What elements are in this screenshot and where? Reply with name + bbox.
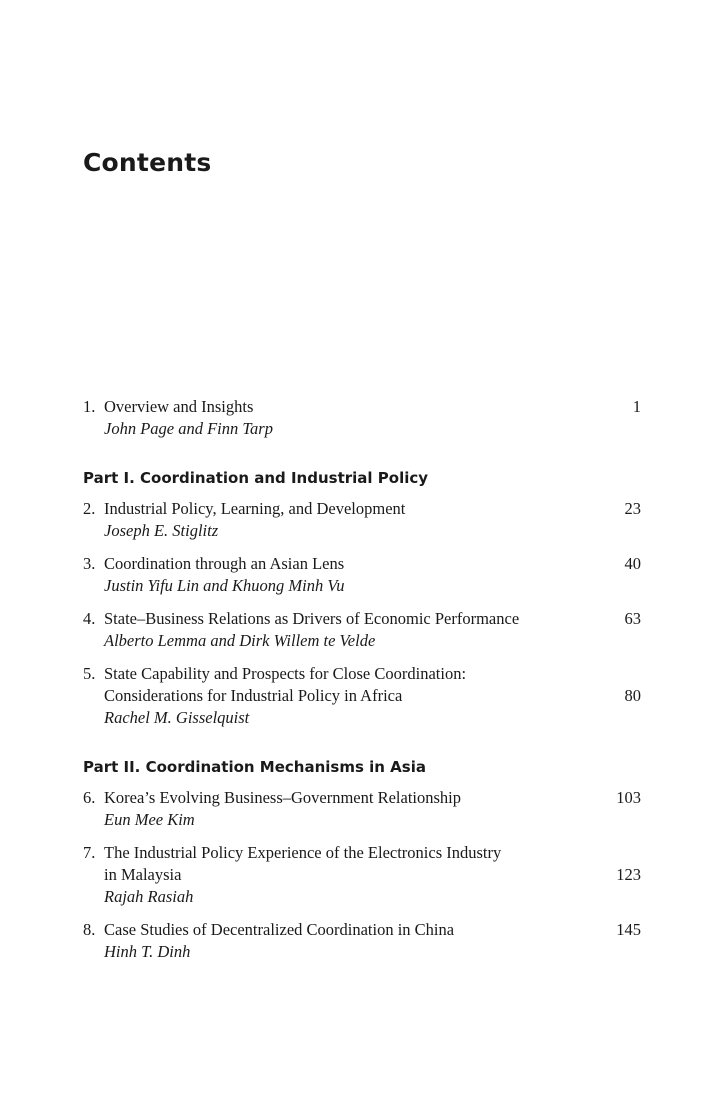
chapter-title-line-1: State Capability and Prospects for Close Coordination:	[104, 664, 467, 683]
chapter-number: 5.	[83, 664, 96, 683]
toc-entry-6	[83, 787, 643, 831]
chapter-authors: Hinh T. Dinh	[104, 942, 191, 961]
chapter-title-line-1: The Industrial Policy Experience of the Electronics Industry	[104, 843, 502, 862]
chapter-number: 6.	[83, 788, 96, 807]
chapter-title: Korea’s Evolving Business–Government Relationship	[104, 788, 461, 807]
page-number: 123	[616, 865, 641, 884]
chapter-number: 4.	[83, 609, 96, 628]
page-number: 63	[624, 609, 641, 628]
chapter-authors: Joseph E. Stiglitz	[104, 521, 219, 540]
page-title: Contents	[83, 148, 212, 177]
chapter-title: State–Business Relations as Drivers of Economic Performance	[104, 609, 520, 628]
chapter-title: Coordination through an Asian Lens	[104, 554, 345, 573]
toc-entry-8	[83, 919, 643, 963]
toc-entry-3	[83, 553, 643, 597]
chapter-authors: Alberto Lemma and Dirk Willem te Velde	[104, 631, 376, 650]
part-heading-2: Part II. Coordination Mechanisms in Asia	[83, 758, 426, 776]
chapter-title-line-2: in Malaysia	[104, 865, 182, 884]
chapter-title: Case Studies of Decentralized Coordination in China	[104, 920, 455, 939]
page-number: 40	[624, 554, 641, 573]
toc-entry-7	[83, 842, 643, 908]
part-heading-1: Part I. Coordination and Industrial Policy	[83, 469, 429, 487]
table-of-contents	[83, 396, 643, 974]
page-number: 103	[616, 788, 641, 807]
chapter-title: Industrial Policy, Learning, and Development	[104, 499, 406, 518]
chapter-number: 2.	[83, 499, 96, 518]
chapter-authors: Justin Yifu Lin and Khuong Minh Vu	[104, 576, 345, 595]
page-number: 23	[624, 499, 641, 518]
toc-entry-2	[83, 498, 643, 542]
toc-entry-5	[83, 663, 643, 729]
chapter-number: 1.	[83, 397, 96, 416]
chapter-number: 3.	[83, 554, 96, 573]
chapter-authors: John Page and Finn Tarp	[104, 419, 273, 438]
toc-entry-4	[83, 608, 643, 652]
chapter-authors: Rajah Rasiah	[104, 887, 194, 906]
chapter-number: 8.	[83, 920, 96, 939]
page-number: 1	[632, 397, 641, 416]
page-number: 80	[624, 686, 641, 705]
page-number: 145	[616, 920, 641, 939]
chapter-number: 7.	[83, 843, 96, 862]
chapter-title: Overview and Insights	[104, 397, 254, 416]
toc-entry-1	[83, 396, 643, 440]
chapter-authors: Eun Mee Kim	[104, 810, 195, 829]
chapter-title-line-2: Considerations for Industrial Policy in Africa	[104, 686, 403, 705]
chapter-authors: Rachel M. Gisselquist	[104, 708, 250, 727]
